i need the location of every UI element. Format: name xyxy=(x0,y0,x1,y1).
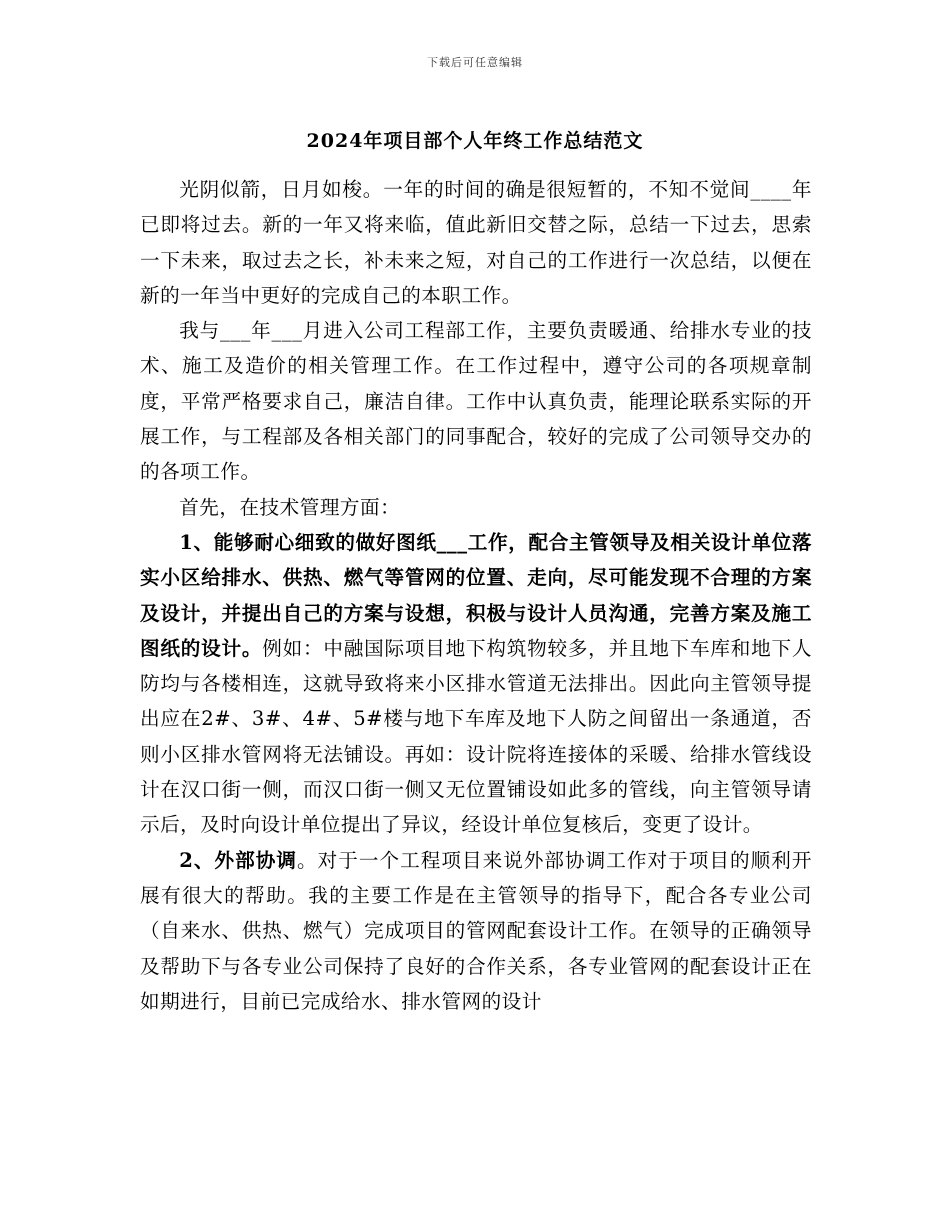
item-2-bold-text: 2、外部协调 xyxy=(179,848,297,872)
item-1-text: 例如：中融国际项目地下构筑物较多，并且地下车库和地下人防均与各楼相连，这就导致将来小区排水管道无法排出。因此向主管领导提出应在2#、3#、4#、5#楼与地下车库及地下人防之间留出一条通道，否则小区排水管网将无法铺设。再如：设计院将连接体的采暖、给排水管线设计在汉口街一侧，而汉口街一侧又无位置铺设如此多的管线，向主管领导请示后，及时向设计单位提出了异议，经设计单位复核后，变更了设计。 xyxy=(140,636,813,837)
document-title: 2024年项目部个人年终工作总结范文 xyxy=(306,130,644,152)
header-note: 下载后可任意编辑 xyxy=(427,56,523,69)
paragraph-text: 我与___年___月进入公司工程部工作，主要负责暖通、给排水专业的技术、施工及造价的相关管理工作。在工作过程中，遵守公司的各项规章制度，平常严格要求自己，廉洁自律。工作中认真负责，能理论联系实际的开展工作，与工程部及各相关部门的同事配合，较好的完成了公司领导交办的的各项工作。 xyxy=(140,319,812,484)
paragraph-background xyxy=(140,313,812,489)
paragraph-text: 首先，在技术管理方面： xyxy=(179,495,401,519)
paragraph-text: 光阴似箭，日月如梭。一年的时间的确是很短暂的，不知不觉间____年已即将过去。新的一年又将来临，值此新旧交替之际，总结一下过去，思索一下未来，取过去之长，补未来之短，对自己的工作进行一次总结，以便在新的一年当中更好的完成自己的本职工作。 xyxy=(140,178,812,307)
document-body xyxy=(140,172,812,1019)
item-1-bold-text: 1、能够耐心细致的做好图纸___工作，配合主管领导及相关设计单位落实小区给排水、供热、燃气等管网的位置、走向，尽可能发现不合理的方案及设计，并提出自己的方案与设想，积极与设计人员沟通，完善方案及施工图纸的设计。 xyxy=(140,530,812,660)
paragraph-item-1 xyxy=(140,525,812,843)
paragraph-item-2 xyxy=(140,843,812,1019)
item-2-text: 。对于一个工程项目来说外部协调工作对于项目的顺利开展有很大的帮助。我的主要工作是在主管领导的指导下，配合各专业公司（自来水、供热、燃气）完成项目的管网配套设计工作。在领导的正确领导及帮助下与各专业公司保持了良好的合作关系，各专业管网的配套设计正在如期进行，目前已完成给水、排水管网的设计 xyxy=(140,848,812,1013)
paragraph-section-lead xyxy=(140,490,812,525)
paragraph-intro xyxy=(140,172,812,313)
